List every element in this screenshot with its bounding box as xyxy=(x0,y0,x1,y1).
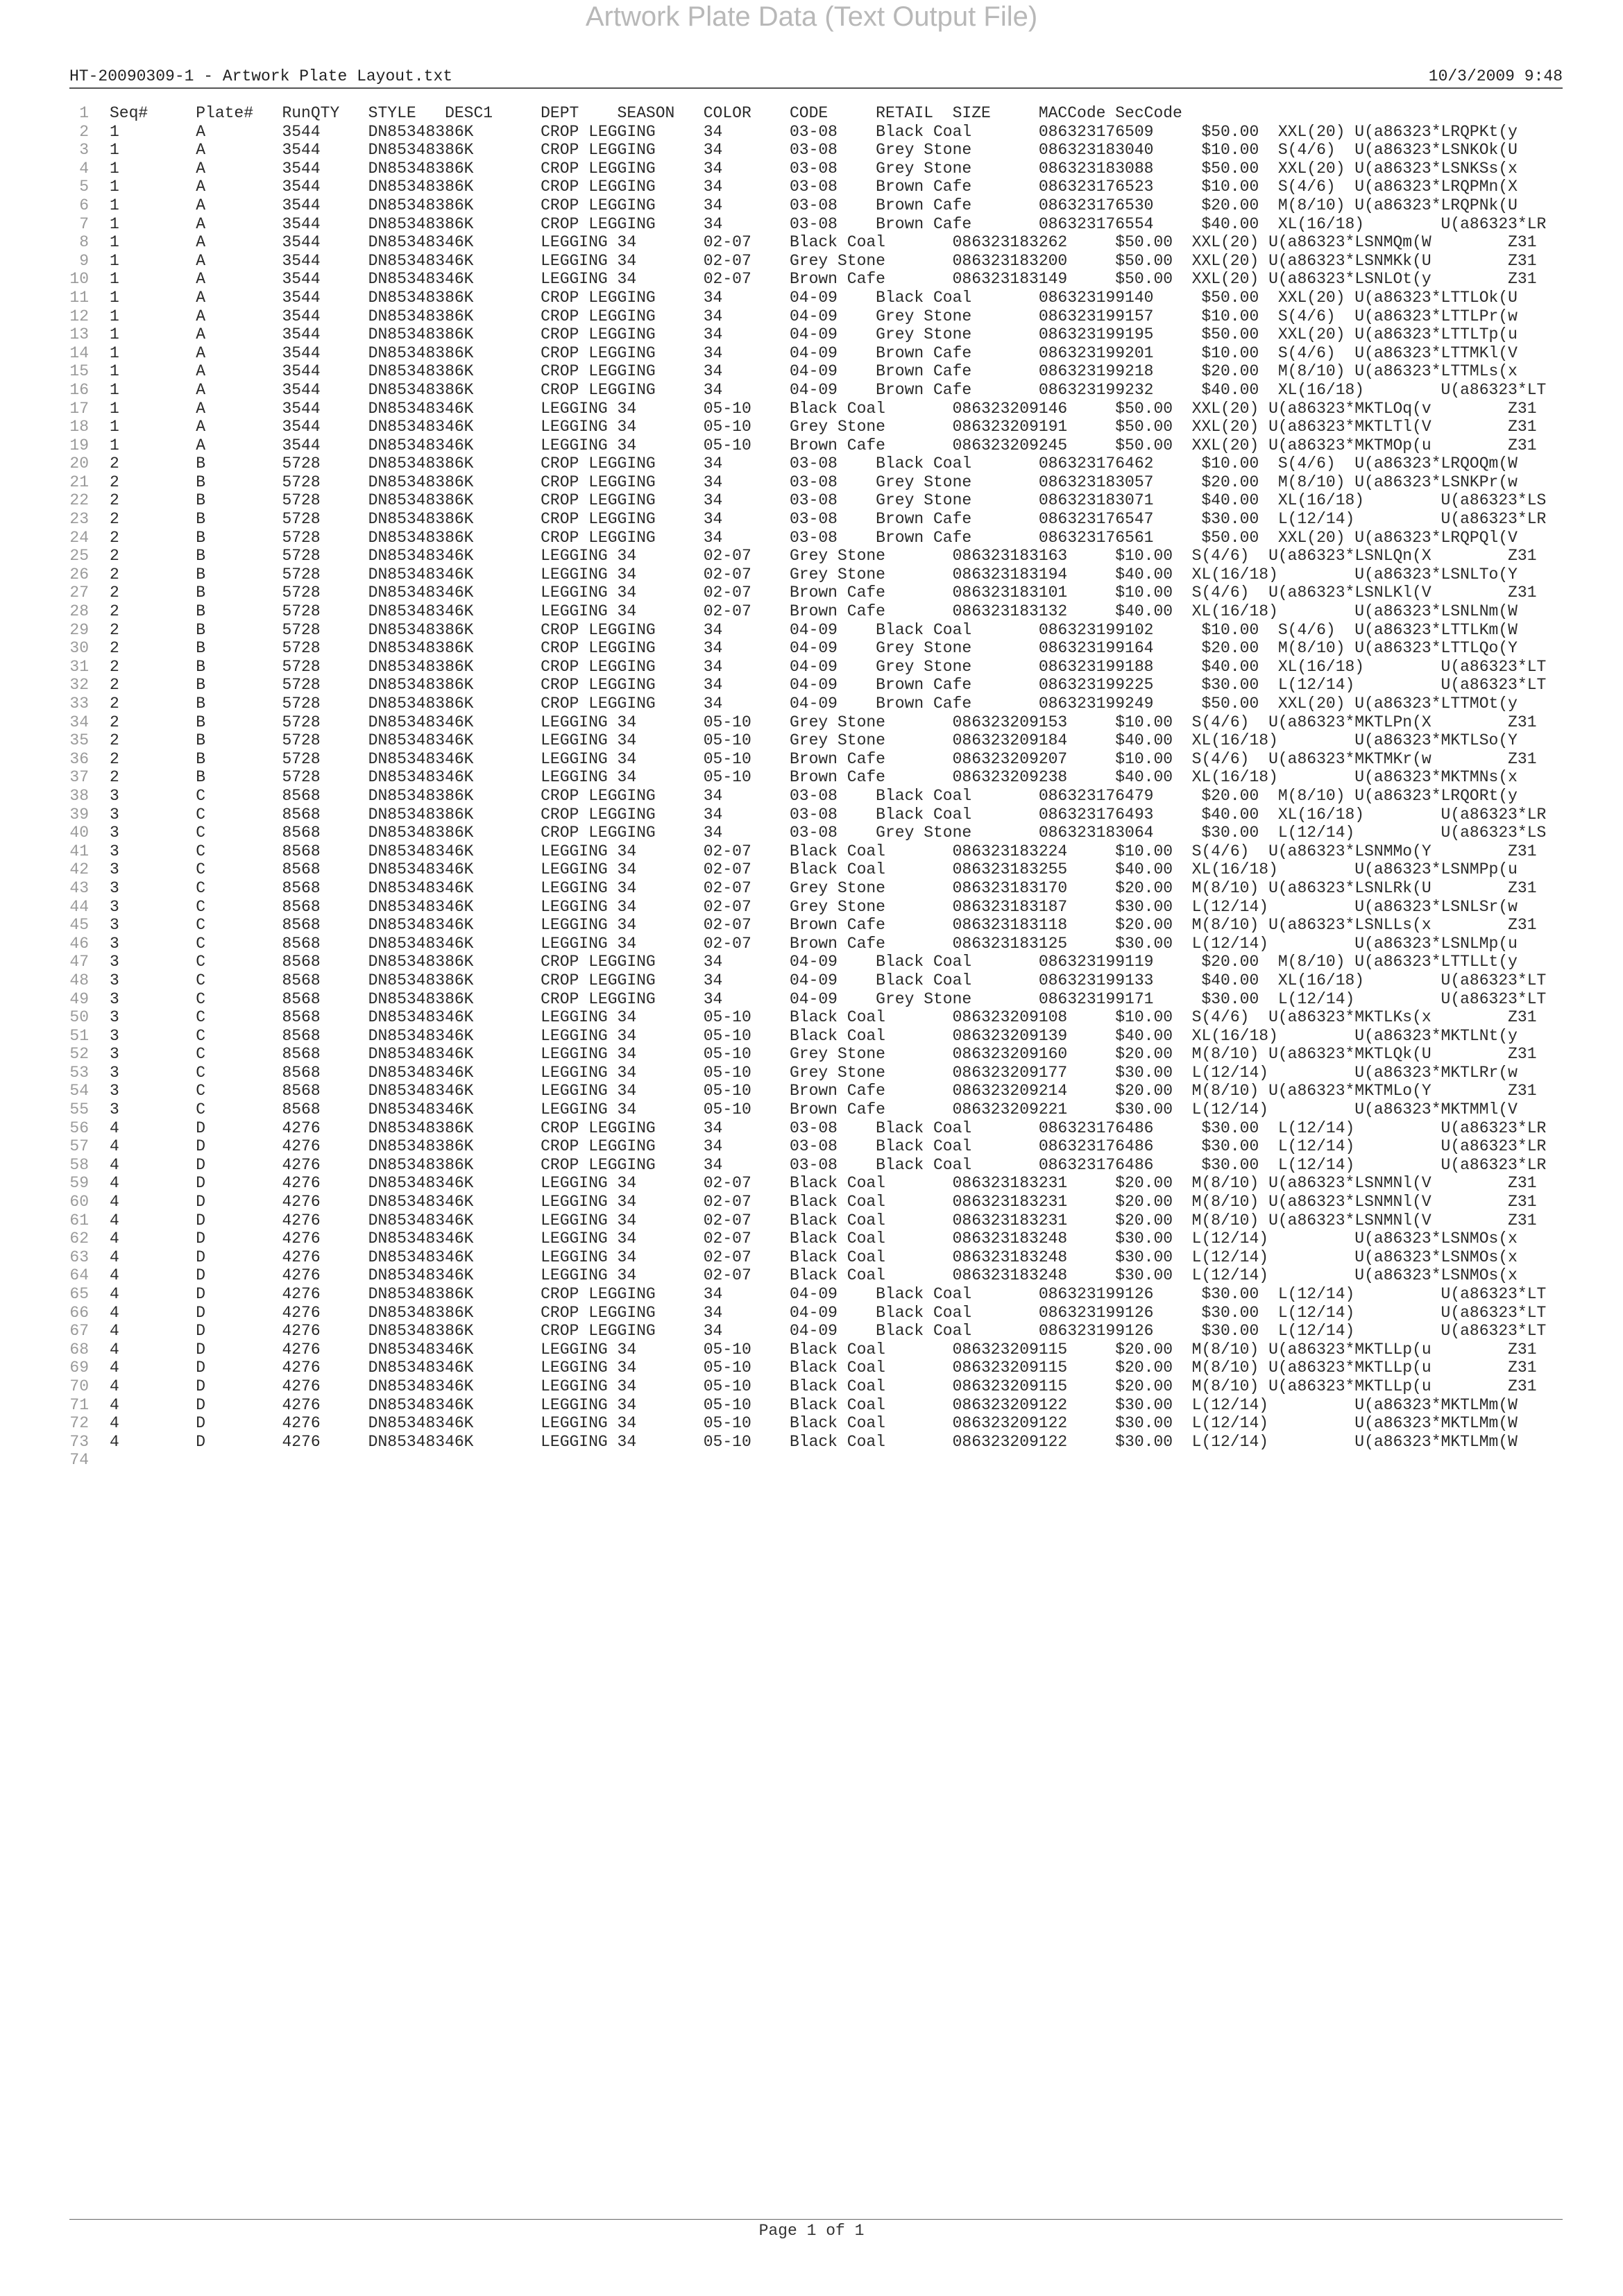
line-text: 1 A 3544 DN85348386K CROP LEGGING 34 04-09 Black Coal 086323199140 $50.00 XXL(20) U(a86323*LTTLOk(U xyxy=(110,288,1518,307)
line-text: 2 B 5728 DN85348346K LEGGING 34 02-07 Brown Cafe 086323183101 $10.00 S(4/6) U(a86323*LSNLKl(V Z31 xyxy=(110,584,1537,602)
line-number: 14 xyxy=(69,343,89,362)
line-text: 3 C 8568 DN85348346K LEGGING 34 05-10 Black Coal 086323209139 $40.00 XL(16/18) U(a86323*MKTLNt(y xyxy=(110,1026,1518,1045)
line-number: 41 xyxy=(69,842,89,860)
line-number: 46 xyxy=(69,934,89,953)
line-text: 2 B 5728 DN85348386K CROP LEGGING 34 04-09 Grey Stone 086323199188 $40.00 XL(16/18) U(a86323*LT xyxy=(110,657,1547,676)
line-text: 4 D 4276 DN85348386K CROP LEGGING 34 04-09 Black Coal 086323199126 $30.00 L(12/14) U(a86323*LT xyxy=(110,1303,1547,1322)
line-number: 6 xyxy=(79,196,89,214)
line-number: 55 xyxy=(69,1100,89,1119)
line-text: 3 C 8568 DN85348346K LEGGING 34 05-10 Grey Stone 086323209177 $30.00 L(12/14) U(a86323*MKTLRr(w xyxy=(110,1063,1518,1082)
line-text: 1 A 3544 DN85348386K CROP LEGGING 34 04-09 Brown Cafe 086323199201 $10.00 S(4/6) U(a86323*LTTMKl(V xyxy=(110,343,1518,362)
line-number: 29 xyxy=(69,620,89,639)
line-text: 3 C 8568 DN85348346K LEGGING 34 05-10 Grey Stone 086323209160 $20.00 M(8/10) U(a86323*MKTLQk(U Z31 xyxy=(110,1045,1537,1064)
line-text: 4 D 4276 DN85348346K LEGGING 34 02-07 Black Coal 086323183248 $30.00 L(12/14) U(a86323*LSNMOs(x xyxy=(110,1266,1518,1285)
line-text: 1 A 3544 DN85348346K LEGGING 34 02-07 Black Coal 086323183262 $50.00 XXL(20) U(a86323*LSNMQm(W Z31 xyxy=(110,233,1537,252)
line-text: 4 D 4276 DN85348346K LEGGING 34 02-07 Black Coal 086323183231 $20.00 M(8/10) U(a86323*LSNMNl(V Z31 xyxy=(110,1211,1537,1230)
line-text: 4 D 4276 DN85348386K CROP LEGGING 34 04-09 Black Coal 086323199126 $30.00 L(12/14) U(a86323*LT xyxy=(110,1322,1547,1341)
line-text: 2 B 5728 DN85348386K CROP LEGGING 34 03-08 Brown Cafe 086323176561 $50.00 XXL(20) U(a86323*LRQPQl(V xyxy=(110,528,1518,547)
line-text: 4 D 4276 DN85348386K CROP LEGGING 34 04-09 Black Coal 086323199126 $30.00 L(12/14) U(a86323*LT xyxy=(110,1285,1547,1303)
line-number: 52 xyxy=(69,1045,89,1064)
line-text: 3 C 8568 DN85348346K LEGGING 34 05-10 Brown Cafe 086323209214 $20.00 M(8/10) U(a86323*MKTMLo(Y Z31 xyxy=(110,1082,1537,1100)
line-number: 45 xyxy=(69,916,89,935)
line-text: 1 A 3544 DN85348386K CROP LEGGING 34 03-08 Brown Cafe 086323176530 $20.00 M(8/10) U(a86323*LRQPNk(U xyxy=(110,196,1518,214)
header-rule xyxy=(69,87,1563,89)
line-text: Seq# Plate# RunQTY STYLE DESC1 DEPT SEASON COLOR CODE RETAIL SIZE MACCode SecCode xyxy=(110,104,1182,122)
line-text: 1 A 3544 DN85348346K LEGGING 34 02-07 Brown Cafe 086323183149 $50.00 XXL(20) U(a86323*LSNLOt(y Z31 xyxy=(110,270,1537,289)
line-text: 2 B 5728 DN85348346K LEGGING 34 05-10 Brown Cafe 086323209207 $10.00 S(4/6) U(a86323*MKTMKr(w Z31 xyxy=(110,749,1537,768)
line-number: 17 xyxy=(69,399,89,418)
line-text: 4 D 4276 DN85348346K LEGGING 34 02-07 Black Coal 086323183248 $30.00 L(12/14) U(a86323*LSNMOs(x xyxy=(110,1230,1518,1248)
line-text: 4 D 4276 DN85348346K LEGGING 34 05-10 Black Coal 086323209122 $30.00 L(12/14) U(a86323*MKTLMm(W xyxy=(110,1414,1518,1433)
line-text: 1 A 3544 DN85348386K CROP LEGGING 34 03-08 Brown Cafe 086323176523 $10.00 S(4/6) U(a86323*LRQPMn(X xyxy=(110,178,1518,196)
line-text: 4 D 4276 DN85348346K LEGGING 34 02-07 Black Coal 086323183231 $20.00 M(8/10) U(a86323*LSNMNl(V Z31 xyxy=(110,1193,1537,1211)
line-text: 3 C 8568 DN85348386K CROP LEGGING 34 03-08 Black Coal 086323176479 $20.00 M(8/10) U(a86323*LRQORt(y xyxy=(110,786,1518,805)
line-text: 4 D 4276 DN85348346K LEGGING 34 05-10 Black Coal 086323209115 $20.00 M(8/10) U(a86323*MKTLLp(u Z31 xyxy=(110,1340,1537,1359)
line-number: 24 xyxy=(69,528,89,547)
line-text: 3 C 8568 DN85348386K CROP LEGGING 34 04-09 Black Coal 086323199119 $20.00 M(8/10) U(a86323*LTTLLt(y xyxy=(110,953,1518,971)
line-number: 10 xyxy=(69,270,89,289)
file-name: HT-20090309-1 - Artwork Plate Layout.txt xyxy=(69,67,453,85)
line-number: 60 xyxy=(69,1193,89,1211)
line-number: 30 xyxy=(69,639,89,658)
line-number: 35 xyxy=(69,731,89,750)
line-text: 2 B 5728 DN85348346K LEGGING 34 02-07 Grey Stone 086323183163 $10.00 S(4/6) U(a86323*LSNLQn(X Z31 xyxy=(110,547,1537,566)
line-text: 3 C 8568 DN85348386K CROP LEGGING 34 03-08 Grey Stone 086323183064 $30.00 L(12/14) U(a86323*LS xyxy=(110,824,1547,842)
line-text: 4 D 4276 DN85348386K CROP LEGGING 34 03-08 Black Coal 086323176486 $30.00 L(12/14) U(a86323*LR xyxy=(110,1119,1547,1137)
line-number: 34 xyxy=(69,713,89,731)
print-datetime: 10/3/2009 9:48 xyxy=(1428,67,1563,85)
line-number: 9 xyxy=(79,251,89,270)
line-number: 1 xyxy=(79,104,89,122)
line-number: 26 xyxy=(69,565,89,584)
file-header xyxy=(69,67,1563,86)
line-number: 53 xyxy=(69,1063,89,1082)
line-text: 4 D 4276 DN85348346K LEGGING 34 05-10 Black Coal 086323209122 $30.00 L(12/14) U(a86323*MKTLMm(W xyxy=(110,1432,1518,1451)
line-number: 32 xyxy=(69,676,89,695)
line-number: 33 xyxy=(69,695,89,713)
line-text: 1 A 3544 DN85348386K CROP LEGGING 34 04-09 Grey Stone 086323199157 $10.00 S(4/6) U(a86323*LTTLPr(w xyxy=(110,307,1518,325)
line-number: 57 xyxy=(69,1137,89,1156)
line-number: 49 xyxy=(69,989,89,1008)
line-text: 3 C 8568 DN85348346K LEGGING 34 05-10 Black Coal 086323209108 $10.00 S(4/6) U(a86323*MKTLKs(x Z31 xyxy=(110,1008,1537,1027)
line-text: 2 B 5728 DN85348346K LEGGING 34 02-07 Brown Cafe 086323183132 $40.00 XL(16/18) U(a86323*LSNLNm(W xyxy=(110,602,1518,621)
line-number: 2 xyxy=(79,122,89,141)
line-number: 47 xyxy=(69,953,89,971)
line-text: 2 B 5728 DN85348386K CROP LEGGING 34 03-08 Grey Stone 086323183071 $40.00 XL(16/18) U(a86323*LS xyxy=(110,491,1547,510)
line-number: 42 xyxy=(69,860,89,879)
line-number: 51 xyxy=(69,1026,89,1045)
line-number: 66 xyxy=(69,1303,89,1322)
line-text: 2 B 5728 DN85348346K LEGGING 34 05-10 Grey Stone 086323209153 $10.00 S(4/6) U(a86323*MKTLPn(X Z31 xyxy=(110,713,1537,731)
line-number: 8 xyxy=(79,233,89,252)
line-number: 70 xyxy=(69,1377,89,1395)
document-title: Artwork Plate Data (Text Output File) xyxy=(585,1,1038,32)
line-text: 3 C 8568 DN85348346K LEGGING 34 05-10 Brown Cafe 086323209221 $30.00 L(12/14) U(a86323*MKTMMl(V xyxy=(110,1100,1518,1119)
line-number: 22 xyxy=(69,491,89,510)
line-number: 74 xyxy=(69,1451,89,1470)
line-text: 1 A 3544 DN85348346K LEGGING 34 05-10 Brown Cafe 086323209245 $50.00 XXL(20) U(a86323*MKTMOp(u Z31 xyxy=(110,436,1537,454)
line-text: 1 A 3544 DN85348386K CROP LEGGING 34 03-08 Brown Cafe 086323176554 $40.00 XL(16/18) U(a86323*LR xyxy=(110,214,1547,233)
line-number: 36 xyxy=(69,749,89,768)
line-text: 3 C 8568 DN85348346K LEGGING 34 02-07 Black Coal 086323183224 $10.00 S(4/6) U(a86323*LSNMMo(Y Z31 xyxy=(110,842,1537,860)
line-text: 2 B 5728 DN85348346K LEGGING 34 02-07 Grey Stone 086323183194 $40.00 XL(16/18) U(a86323*LSNLTo(Y xyxy=(110,565,1518,584)
line-number: 5 xyxy=(79,178,89,196)
line-number: 18 xyxy=(69,418,89,436)
line-number: 7 xyxy=(79,214,89,233)
line-text: 3 C 8568 DN85348346K LEGGING 34 02-07 Grey Stone 086323183170 $20.00 M(8/10) U(a86323*LSNLRk(U Z31 xyxy=(110,878,1537,897)
line-number: 21 xyxy=(69,473,89,491)
line-text: 3 C 8568 DN85348346K LEGGING 34 02-07 Grey Stone 086323183187 $30.00 L(12/14) U(a86323*LSNLSr(w xyxy=(110,897,1518,916)
line-number: 43 xyxy=(69,878,89,897)
line-number: 4 xyxy=(79,159,89,178)
line-text: 4 D 4276 DN85348386K CROP LEGGING 34 03-08 Black Coal 086323176486 $30.00 L(12/14) U(a86323*LR xyxy=(110,1155,1547,1174)
line-text: 2 B 5728 DN85348346K LEGGING 34 05-10 Grey Stone 086323209184 $40.00 XL(16/18) U(a86323*MKTLSo(Y xyxy=(110,731,1518,750)
line-text: 4 D 4276 DN85348346K LEGGING 34 05-10 Black Coal 086323209115 $20.00 M(8/10) U(a86323*MKTLLp(u Z31 xyxy=(110,1377,1537,1395)
line-number: 3 xyxy=(79,141,89,160)
line-text: 1 A 3544 DN85348346K LEGGING 34 02-07 Grey Stone 086323183200 $50.00 XXL(20) U(a86323*LSNMKk(U Z31 xyxy=(110,251,1537,270)
line-text: 2 B 5728 DN85348386K CROP LEGGING 34 03-08 Grey Stone 086323183057 $20.00 M(8/10) U(a86323*LSNKPr(w xyxy=(110,473,1518,491)
line-number: 64 xyxy=(69,1266,89,1285)
line-number: 31 xyxy=(69,657,89,676)
line-text: 3 C 8568 DN85348346K LEGGING 34 02-07 Black Coal 086323183255 $40.00 XL(16/18) U(a86323*LSNMPp(u xyxy=(110,860,1518,879)
line-number: 72 xyxy=(69,1414,89,1433)
line-number: 65 xyxy=(69,1285,89,1303)
line-number: 13 xyxy=(69,325,89,344)
line-text: 4 D 4276 DN85348386K CROP LEGGING 34 03-08 Black Coal 086323176486 $30.00 L(12/14) U(a86323*LR xyxy=(110,1137,1547,1156)
line-number: 73 xyxy=(69,1432,89,1451)
line-number: 56 xyxy=(69,1119,89,1137)
line-number: 69 xyxy=(69,1359,89,1377)
line-text: 2 B 5728 DN85348386K CROP LEGGING 34 04-09 Grey Stone 086323199164 $20.00 M(8/10) U(a86323*LTTLQo(Y xyxy=(110,639,1518,658)
line-text: 3 C 8568 DN85348386K CROP LEGGING 34 04-09 Grey Stone 086323199171 $30.00 L(12/14) U(a86323*LT xyxy=(110,989,1547,1008)
line-text: 1 A 3544 DN85348386K CROP LEGGING 34 04-09 Grey Stone 086323199195 $50.00 XXL(20) U(a86323*LTTLTp(u xyxy=(110,325,1518,344)
line-number: 12 xyxy=(69,307,89,325)
line-number: 16 xyxy=(69,380,89,399)
line-text: 1 A 3544 DN85348346K LEGGING 34 05-10 Grey Stone 086323209191 $50.00 XXL(20) U(a86323*MKTLTl(V Z31 xyxy=(110,418,1537,436)
line-number: 67 xyxy=(69,1322,89,1341)
line-number: 50 xyxy=(69,1008,89,1027)
line-number: 39 xyxy=(69,805,89,824)
line-number: 62 xyxy=(69,1230,89,1248)
line-text: 4 D 4276 DN85348346K LEGGING 34 02-07 Black Coal 086323183231 $20.00 M(8/10) U(a86323*LSNMNl(V Z31 xyxy=(110,1174,1537,1193)
line-number: 15 xyxy=(69,362,89,381)
line-number: 23 xyxy=(69,510,89,529)
line-number: 54 xyxy=(69,1082,89,1100)
line-text: 2 B 5728 DN85348346K LEGGING 34 05-10 Brown Cafe 086323209238 $40.00 XL(16/18) U(a86323*MKTMNs(x xyxy=(110,768,1518,787)
line-number: 27 xyxy=(69,584,89,602)
line-text: 2 B 5728 DN85348386K CROP LEGGING 34 04-09 Black Coal 086323199102 $10.00 S(4/6) U(a86323*LTTLKm(W xyxy=(110,620,1518,639)
line-number: 25 xyxy=(69,547,89,566)
line-text: 1 A 3544 DN85348346K LEGGING 34 05-10 Black Coal 086323209146 $50.00 XXL(20) U(a86323*MKTLOq(v Z31 xyxy=(110,399,1537,418)
line-text: 3 C 8568 DN85348386K CROP LEGGING 34 03-08 Black Coal 086323176493 $40.00 XL(16/18) U(a86323*LR xyxy=(110,805,1547,824)
line-text: 3 C 8568 DN85348346K LEGGING 34 02-07 Brown Cafe 086323183125 $30.00 L(12/14) U(a86323*LSNLMp(u xyxy=(110,934,1518,953)
line-text: 1 A 3544 DN85348386K CROP LEGGING 34 04-09 Brown Cafe 086323199232 $40.00 XL(16/18) U(a86323*LT xyxy=(110,380,1547,399)
footer-rule xyxy=(69,2219,1563,2220)
line-text: 3 C 8568 DN85348386K CROP LEGGING 34 04-09 Black Coal 086323199133 $40.00 XL(16/18) U(a86323*LT xyxy=(110,971,1547,989)
line-text: 3 C 8568 DN85348346K LEGGING 34 02-07 Brown Cafe 086323183118 $20.00 M(8/10) U(a86323*LSNLLs(x Z31 xyxy=(110,916,1537,935)
line-text: 1 A 3544 DN85348386K CROP LEGGING 34 03-08 Grey Stone 086323183088 $50.00 XXL(20) U(a86323*LSNKSs(x xyxy=(110,159,1518,178)
line-text: 2 B 5728 DN85348386K CROP LEGGING 34 03-08 Black Coal 086323176462 $10.00 S(4/6) U(a86323*LRQOQm(W xyxy=(110,454,1518,473)
line-number: 38 xyxy=(69,786,89,805)
line-number: 59 xyxy=(69,1174,89,1193)
line-text: 1 A 3544 DN85348386K CROP LEGGING 34 03-08 Black Coal 086323176509 $50.00 XXL(20) U(a86323*LRQPKt(y xyxy=(110,122,1518,141)
line-text: 4 D 4276 DN85348346K LEGGING 34 05-10 Black Coal 086323209115 $20.00 M(8/10) U(a86323*MKTLLp(u Z31 xyxy=(110,1359,1537,1377)
line-text: 2 B 5728 DN85348386K CROP LEGGING 34 04-09 Brown Cafe 086323199225 $30.00 L(12/14) U(a86323*LT xyxy=(110,676,1547,695)
line-number: 63 xyxy=(69,1248,89,1266)
line-number: 61 xyxy=(69,1211,89,1230)
line-text: 2 B 5728 DN85348386K CROP LEGGING 34 04-09 Brown Cafe 086323199249 $50.00 XXL(20) U(a86323*LTTMOt(y xyxy=(110,695,1518,713)
line-number: 37 xyxy=(69,768,89,787)
line-text: 1 A 3544 DN85348386K CROP LEGGING 34 03-08 Grey Stone 086323183040 $10.00 S(4/6) U(a86323*LSNKOk(U xyxy=(110,141,1518,160)
line-text: 2 B 5728 DN85348386K CROP LEGGING 34 03-08 Brown Cafe 086323176547 $30.00 L(12/14) U(a86323*LR xyxy=(110,510,1547,529)
line-number: 58 xyxy=(69,1155,89,1174)
line-number: 28 xyxy=(69,602,89,621)
line-text: 1 A 3544 DN85348386K CROP LEGGING 34 04-09 Brown Cafe 086323199218 $20.00 M(8/10) U(a86323*LTTMLs(x xyxy=(110,362,1518,381)
line-number: 71 xyxy=(69,1395,89,1414)
line-number: 11 xyxy=(69,288,89,307)
line-text: 4 D 4276 DN85348346K LEGGING 34 02-07 Black Coal 086323183248 $30.00 L(12/14) U(a86323*LSNMOs(x xyxy=(110,1248,1518,1266)
line-text: 4 D 4276 DN85348346K LEGGING 34 05-10 Black Coal 086323209122 $30.00 L(12/14) U(a86323*MKTLMm(W xyxy=(110,1395,1518,1414)
line-number: 19 xyxy=(69,436,89,454)
line-number: 20 xyxy=(69,454,89,473)
line-number: 40 xyxy=(69,824,89,842)
line-number: 48 xyxy=(69,971,89,989)
line-number: 44 xyxy=(69,897,89,916)
page-footer: Page 1 of 1 xyxy=(758,2222,865,2240)
line-number: 68 xyxy=(69,1340,89,1359)
